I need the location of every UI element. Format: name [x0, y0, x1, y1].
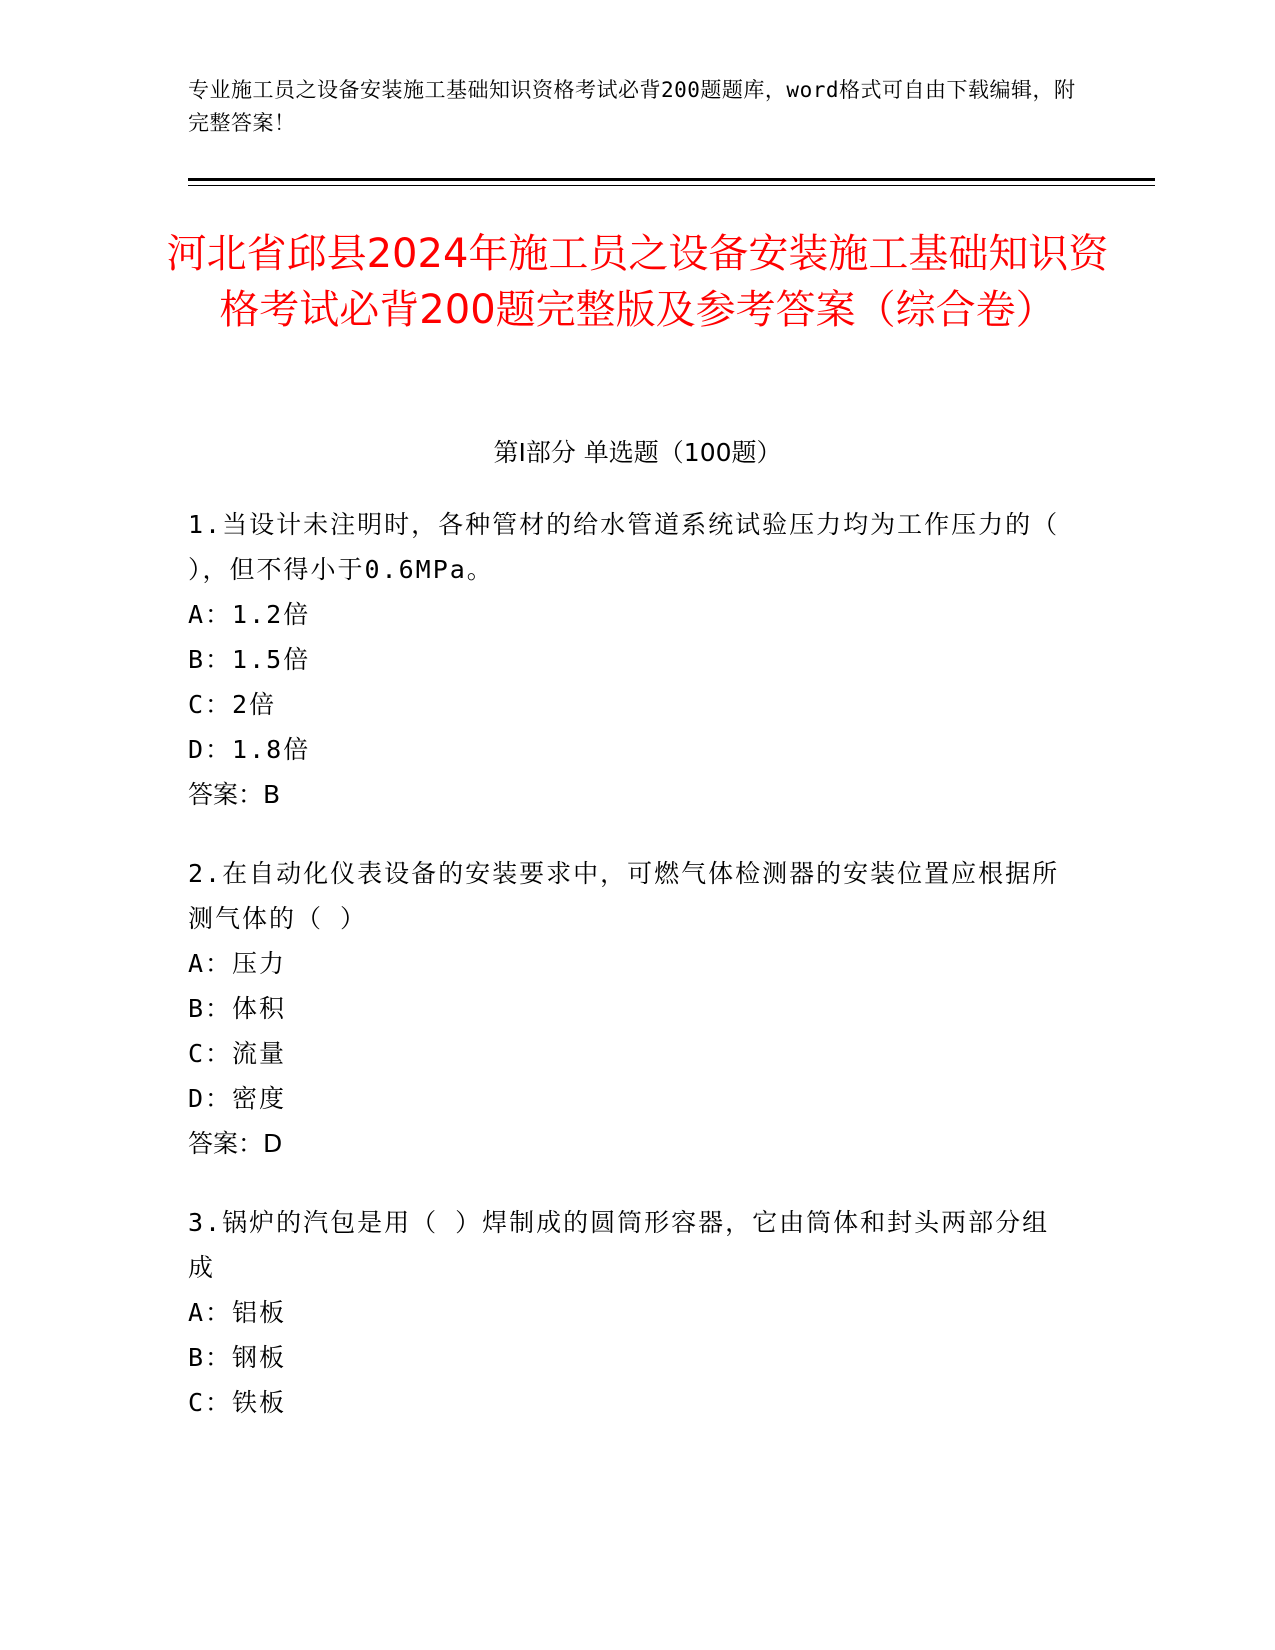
option-a: A：压力	[188, 949, 287, 978]
header-rule-thin	[188, 185, 1155, 186]
option-a: A：1.2倍	[188, 600, 311, 629]
option-d: D：1.8倍	[188, 735, 311, 764]
answer: 答案：D	[188, 1129, 283, 1158]
option-b: B：体积	[188, 994, 287, 1023]
option-d: D：密度	[188, 1084, 287, 1113]
document-title: 河北省邱县2024年施工员之设备安装施工基础知识资格考试必背200题完整版及参考答案（综合卷）	[166, 231, 1109, 333]
option-c: C：铁板	[188, 1388, 287, 1417]
question-3	[188, 1200, 1068, 1425]
answer: 答案：B	[188, 780, 281, 809]
question-1	[188, 502, 1068, 817]
section-title: 第I部分 单选题（100题）	[493, 438, 782, 467]
header-note: 专业施工员之设备安装施工基础知识资格考试必背200题题库，word格式可自由下载编辑，附完整答案！	[188, 78, 1076, 135]
option-c: C：2倍	[188, 690, 277, 719]
question-stem: 3.锅炉的汽包是用（ ）焊制成的圆筒形容器，它由筒体和封头两部分组成	[188, 1208, 1050, 1282]
header-rule-thick	[188, 178, 1155, 181]
question-stem: 2.在自动化仪表设备的安装要求中，可燃气体检测器的安装位置应根据所测气体的（ ）	[188, 859, 1060, 933]
question-stem: 1.当设计未注明时，各种管材的给水管道系统试验压力均为工作压力的（ ），但不得小于0.6MPa。	[188, 510, 1060, 584]
option-c: C：流量	[188, 1039, 287, 1068]
option-a: A：铝板	[188, 1298, 287, 1327]
option-b: B：钢板	[188, 1343, 287, 1372]
option-b: B：1.5倍	[188, 645, 311, 674]
question-2	[188, 851, 1068, 1166]
